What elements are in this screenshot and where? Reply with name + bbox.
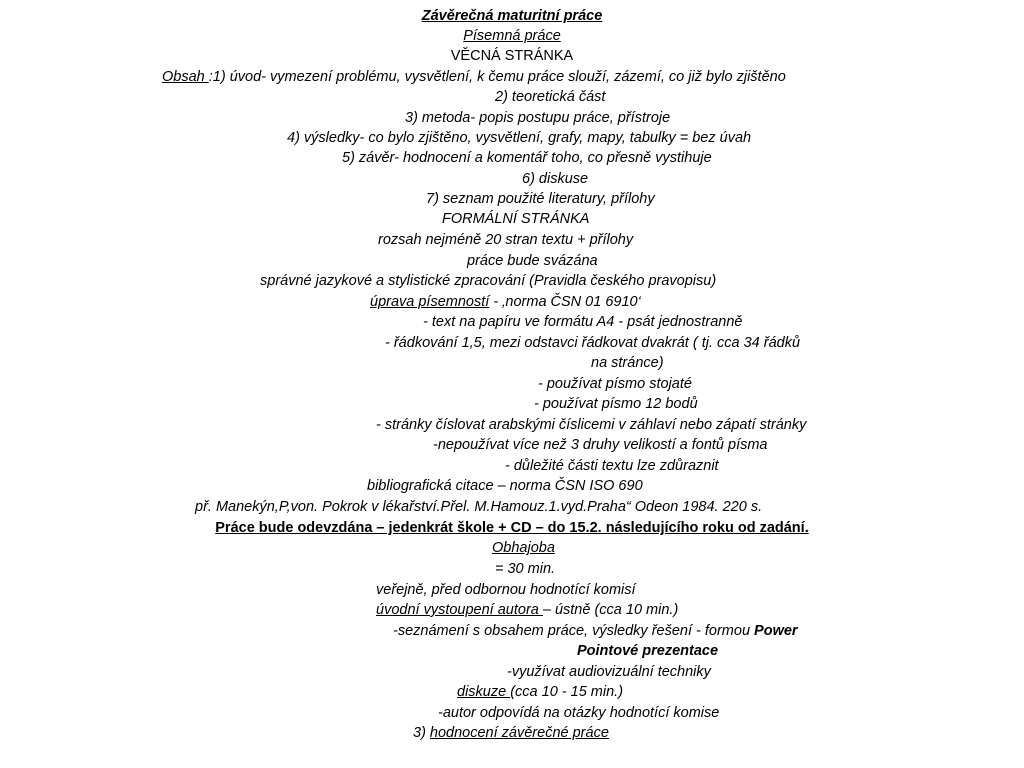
seznameni-text: -seznámení s obsahem práce, výsledky řešení - formou xyxy=(393,623,755,639)
uvodni-label: úvodní vystoupení autora xyxy=(376,602,543,618)
formal-rule-4: - používat písmo 12 bodů xyxy=(534,396,698,412)
formal-rule-6: -nepoužívat více než 3 druhy velikostí a fontů písma xyxy=(433,437,768,453)
document-title: Závěrečná maturitní práce xyxy=(421,8,603,24)
obsah-item-2: 2) teoretická část xyxy=(495,89,606,105)
formal-rule-1: - text na papíru ve formátu A4 - psát jednostranně xyxy=(423,314,743,330)
formal-rozsah: rozsah nejméně 20 stran textu + přílohy xyxy=(378,232,634,248)
formal-rule-2a: - řádkování 1,5, mezi odstavci řádkovat dvakrát ( tj. cca 34 řádků xyxy=(385,335,801,351)
uvodni-duration: – ústně (cca 10 min.) xyxy=(542,602,679,618)
diskuze-duration: (cca 10 - 15 min.) xyxy=(510,684,624,700)
hodnoceni-label: hodnocení závěrečné práce xyxy=(429,725,609,741)
formal-rule-3: - používat písmo stojaté xyxy=(538,376,692,392)
obhajoba-heading: Obhajoba xyxy=(492,540,555,556)
document-subtitle: Písemná práce xyxy=(463,28,561,44)
obhajoba-verejne: veřejně, před odbornou hodnotící komisí xyxy=(376,582,636,598)
obsah-line-1 xyxy=(162,67,962,87)
obsah-item-7: 7) seznam použité literatury, přílohy xyxy=(426,191,655,207)
formal-citace: bibliografická citace – norma ČSN ISO 690 xyxy=(367,478,643,494)
uprava-label: úprava písemností xyxy=(370,294,490,310)
formal-rule-2b: na stránce) xyxy=(591,355,664,371)
formal-rule-5: - stránky číslovat arabskými číslicemi v záhlaví nebo zápatí stránky xyxy=(376,417,807,433)
obhajoba-pointove: Pointové prezentace xyxy=(577,643,719,659)
hodnoceni-number: 3) xyxy=(413,725,430,741)
formal-svazana: práce bude svázána xyxy=(467,253,598,269)
obsah-item-3: 3) metoda- popis postupu práce, přístroje xyxy=(405,110,671,126)
obhajoba-hodnoceni xyxy=(413,723,813,743)
section-heading-vecna: VĚCNÁ STRÁNKA xyxy=(450,48,574,64)
obhajoba-diskuze xyxy=(457,682,857,702)
formal-uprava xyxy=(370,292,870,312)
section-heading-formalni: FORMÁLNÍ STRÁNKA xyxy=(442,211,590,227)
obsah-item-6: 6) diskuse xyxy=(522,171,589,187)
formal-jazyk: správné jazykové a stylistické zpracování (Pravidla českého pravopisu) xyxy=(260,273,717,289)
obsah-item-5: 5) závěr- hodnocení a komentář toho, co přesně vystihuje xyxy=(342,150,712,166)
odevzdani-notice: Práce bude odevzdána – jedenkrát škole + CD – do 15.2. následujícího roku od zadání. xyxy=(215,520,809,536)
obsah-label: Obsah xyxy=(162,69,209,85)
obsah-item-1: :1) úvod- vymezení problému, vysvětlení, k čemu práce slouží, zázemí, co již bylo zjištěno xyxy=(208,69,786,85)
uprava-norma: - ‚norma ČSN 01 6910‘ xyxy=(489,294,641,310)
obsah-item-4: 4) výsledky- co bylo zjištěno, vysvětlení, grafy, mapy, tabulky = bez úvah xyxy=(287,130,752,146)
obhajoba-uvodni xyxy=(376,600,876,620)
obhajoba-autor: -autor odpovídá na otázky hodnotící komise xyxy=(438,705,720,721)
obhajoba-audio: -využívat audiovizuální techniky xyxy=(507,664,711,680)
diskuze-label: diskuze xyxy=(457,684,511,700)
obhajoba-duration: = 30 min. xyxy=(495,561,556,577)
formal-rule-7: - důležité části textu lze zdůraznit xyxy=(505,458,719,474)
seznameni-power: Power xyxy=(754,623,798,639)
formal-priklad: př. Manekýn,P,von. Pokrok v lékařství.Přel. M.Hamouz.1.vyd.Praha“ Odeon 1984. 220 s. xyxy=(195,499,763,515)
obhajoba-seznameni xyxy=(393,621,993,641)
